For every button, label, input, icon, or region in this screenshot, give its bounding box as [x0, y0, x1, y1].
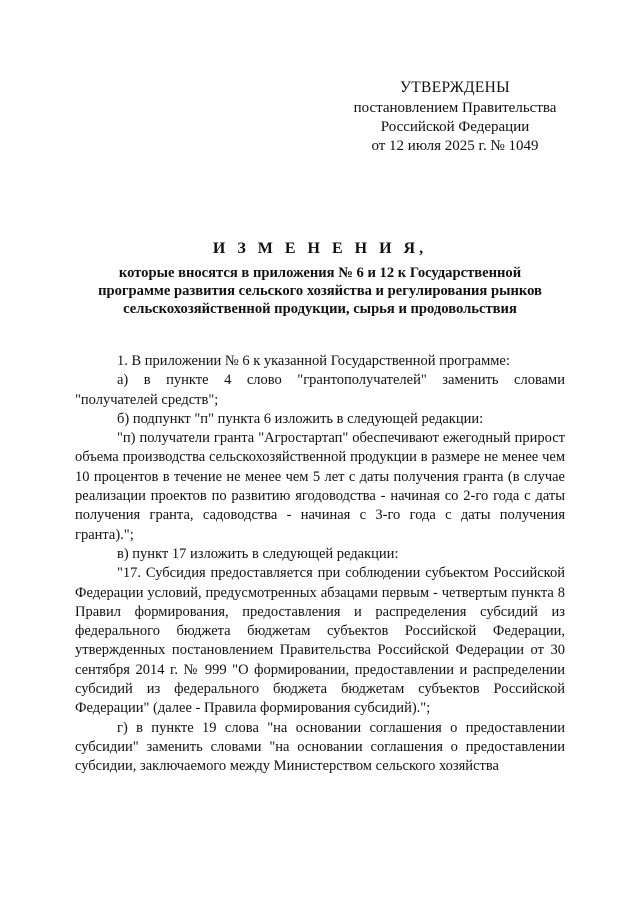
document-body	[75, 352, 565, 777]
approval-heading: УТВЕРЖДЕНЫ	[400, 79, 510, 96]
document-subtitle: которые вносятся в приложения № 6 и 12 к Государственной программе развития сельского хозяйства и регулирования рынков сельскохозяйственной продукции, сырья и продовольствия	[98, 265, 542, 317]
paragraph-3: б) подпункт "п" пункта 6 изложить в следующей редакции:	[117, 410, 484, 427]
approval-line-2: Российской Федерации	[380, 119, 530, 135]
paragraph-4: "п) получатели гранта "Агростартап" обеспечивают ежегодный прирост объема производства сельскохозяйственной продукции в размере не менее чем 10 процентов в течение не менее чем 5 лет с даты получения гранта (в случае реализации проектов по развитию ягодоводства - начиная со 2-го года с даты получения гранта, садоводства - начиная с 3-го года с даты получения гранта).";	[75, 430, 565, 543]
approval-line-1: постановлением Правительства	[353, 100, 557, 116]
paragraph-7: г) в пункте 19 слова "на основании соглашения о предоставлении субсидии" заменить словами "на основании соглашения о предоставлении субсидии, заключаемого между Министерством сельского хозяйства	[75, 719, 565, 775]
approval-block	[340, 78, 570, 156]
paragraph-2: а) в пункте 4 слово "грантополучателей" заменить словами "получателей средств";	[75, 372, 565, 408]
paragraph-5: в) пункт 17 изложить в следующей редакции:	[117, 545, 399, 562]
paragraph-1: 1. В приложении № 6 к указанной Государственной программе:	[117, 353, 510, 369]
approval-line-3: от 12 июля 2025 г. № 1049	[371, 138, 539, 154]
document-title: И З М Е Н Е Н И Я,	[212, 240, 428, 257]
paragraph-6: "17. Субсидия предоставляется при соблюдении субъектом Российской Федерации условий, предусмотренных абзацами первым - четвертым пункта 8 Правил формирования, предоставления и распределения субсидий из федерального бюджета бюджетам субъектов Российской Федерации, утвержденных постановлением Правительства Российской Федерации от 30 сентября 2014 г. № 999 "О формировании, предоставлении и распределении субсидий из федерального бюджета бюджетам субъектов Российской Федерации" (далее - Правила формирования субсидий).";	[75, 565, 565, 717]
